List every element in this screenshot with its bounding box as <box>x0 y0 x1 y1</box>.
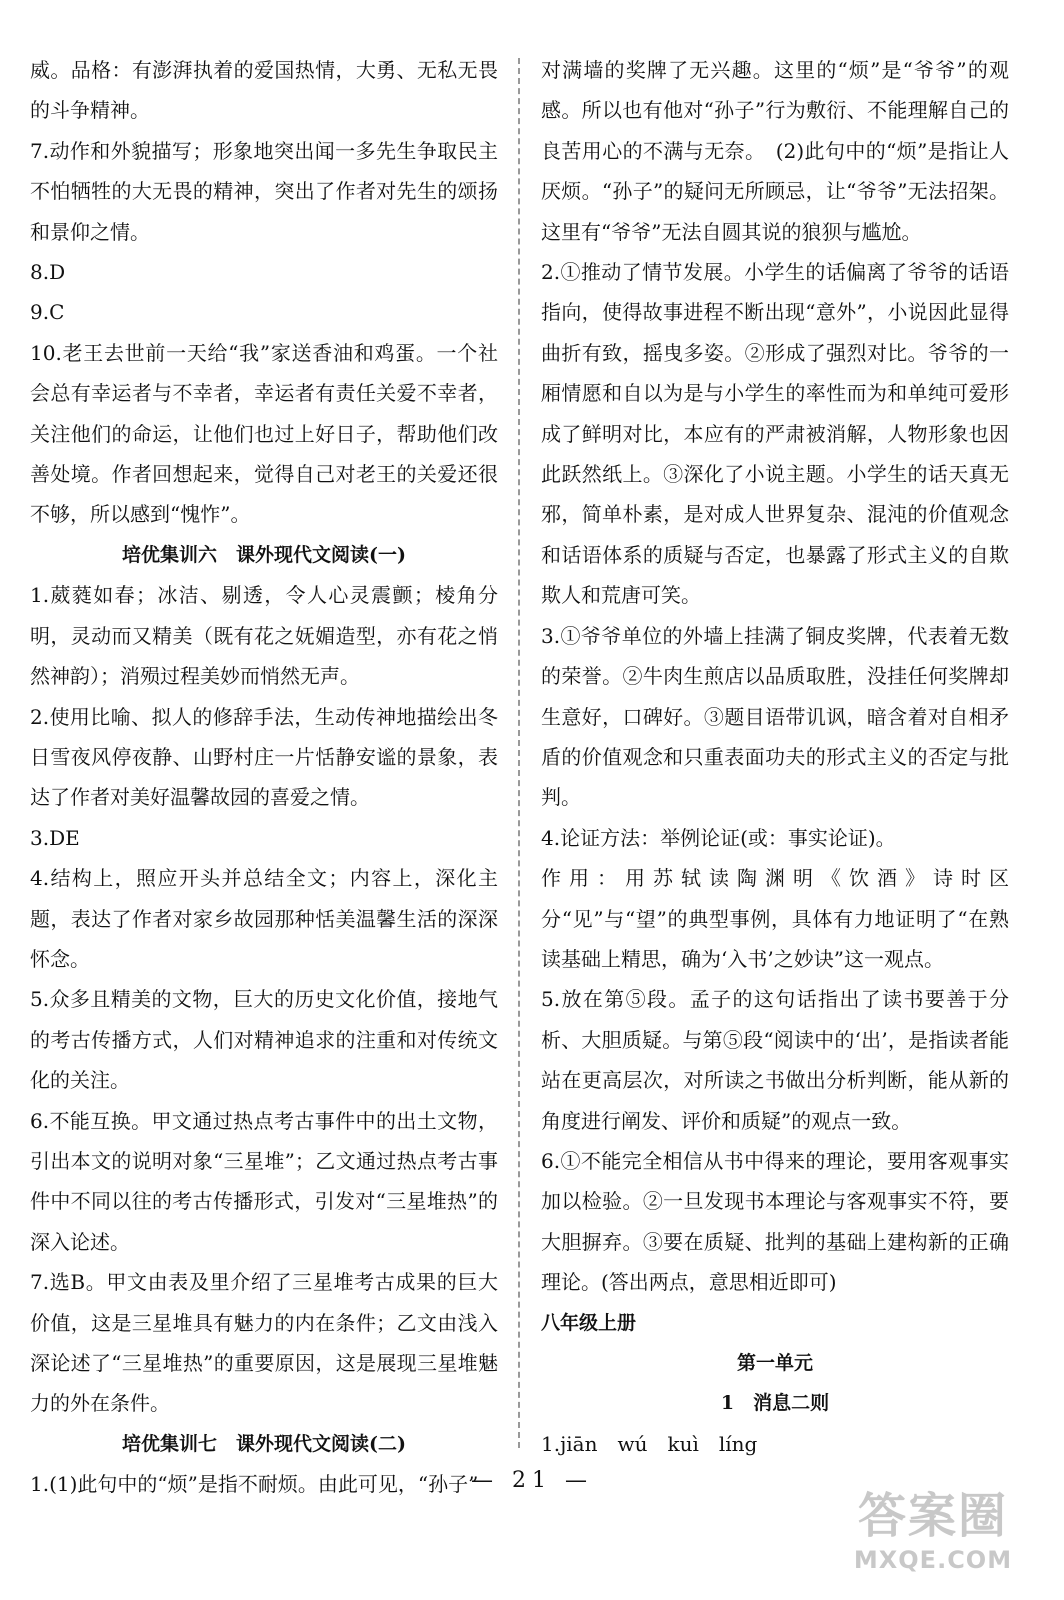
answer-paragraph: 9.C <box>30 300 65 325</box>
answer-paragraph: 10.老王去世前一天给“我”家送香油和鸡蛋。一个社会总有幸运者与不幸者，幸运者有责任关爱不幸者，关注他们的命运，让他们也过上好日子，帮助他们改善处境。作者回想起来，觉得自己对老王的关爱还很不够，所以感到“愧怍”。 <box>30 340 498 527</box>
watermark-logo <box>838 1486 1028 1578</box>
column-divider <box>518 58 520 1448</box>
left-column <box>30 50 498 1505</box>
answer-paragraph: 1.jiān wú kuì líng <box>541 1431 758 1456</box>
watermark-text: 答案圈 <box>857 1488 1008 1544</box>
answer-paragraph: 4.论证方法：举例论证(或：事实论证)。 <box>541 825 896 850</box>
lesson-heading: 1 消息二则 <box>720 1392 830 1415</box>
answer-paragraph: 6.①不能完全相信从书中得来的理论，要用客观事实加以检验。②一旦发现书本理论与客观事实不符，要大胆摒弃。③要在质疑、批判的基础上建构新的正确理论。(答出两点，意思相近即可) <box>541 1148 1009 1295</box>
answer-paragraph: 3.DE <box>30 825 80 850</box>
answer-paragraph: 1.葳蕤如春；冰洁、剔透，令人心灵震颤；棱角分明，灵动而又精美（既有花之妩媚造型，亦有花之悄然神韵）；消殒过程美妙而悄然无声。 <box>30 583 498 689</box>
answer-paragraph: 对满墙的奖牌了无兴趣。这里的“烦”是“爷爷”的观感。所以也有他对“孙子”行为敷衍、不能理解自己的良苦用心的不满与无奈。 (2)此句中的“烦”是指让人厌烦。“孙子”的疑问无所顾忌，让“爷爷”无法招架。这里有“爷爷”无法自圆其说的狼狈与尴尬。 <box>541 58 1009 244</box>
answer-paragraph: 威。品格：有澎湃执着的爱国热情，大勇、无私无畏的斗争精神。 <box>30 58 498 123</box>
answer-paragraph: 5.众多且精美的文物，巨大的历史文化价值，接地气的考古传播方式，人们对精神追求的注重和对传统文化的关注。 <box>30 987 498 1093</box>
right-column <box>541 50 1009 1464</box>
section-title: 培优集训六 课外现代文阅读(一) <box>122 543 406 566</box>
grade-heading: 八年级上册 <box>541 1311 637 1334</box>
answer-paragraph: 4.结构上，照应开头并总结全文；内容上，深化主题，表达了作者对家乡故园那种恬美温馨生活的深深怀念。 <box>30 866 498 971</box>
answer-paragraph: 7.动作和外貌描写；形象地突出闻一多先生争取民主不怕牺牲的大无畏的精神，突出了作者对先生的颂扬和景仰之情。 <box>30 138 498 244</box>
answer-paragraph: 5.放在第⑤段。孟子的这句话指出了读书要善于分析、大胆质疑。与第⑤段“阅读中的‘出’，是指读者能站在更高层次，对所读之书做出分析判断，能从新的角度进行阐发、评价和质疑”的观点一致。 <box>541 987 1009 1133</box>
answer-paragraph: 2.①推动了情节发展。小学生的话偏离了爷爷的话语指向，使得故事进程不断出现“意外”，小说因此显得曲折有致，摇曳多姿。②形成了强烈对比。爷爷的一厢情愿和自以为是与小学生的率性而为和单纯可爱形成了鲜明对比，本应有的严肃被消解，人物形象也因此跃然纸上。③深化了小说主题。小学生的话天真无邪，简单朴素，是对成人世界复杂、混沌的价值观念和话语体系的质疑与否定，也暴露了形式主义的自欺欺人和荒唐可笑。 <box>541 260 1009 608</box>
watermark-url: MXQE.COM <box>853 1546 1013 1574</box>
answer-paragraph: 8.D <box>30 260 66 285</box>
answer-paragraph: 3.①爷爷单位的外墙上挂满了铜皮奖牌，代表着无数的荣誉。②牛肉生煎店以品质取胜，没挂任何奖牌却生意好，口碑好。③题目语带讥讽，暗含着对自相矛盾的价值观念和只重表面功夫的形式主义的否定与批判。 <box>541 623 1009 810</box>
page-number: — 21 — <box>471 1468 593 1493</box>
answer-paragraph: 作用：用苏轼读陶渊明《饮酒》诗时区分“见”与“望”的典型事例，具体有力地证明了“在熟读基础上精思，确为‘入书’之妙诀”这一观点。 <box>541 866 1009 971</box>
unit-heading: 第一单元 <box>736 1352 813 1374</box>
answer-paragraph: 6.不能互换。甲文通过热点考古事件中的出土文物，引出本文的说明对象“三星堆”；乙文通过热点考古事件中不同以往的考古传播形式，引发对“三星堆热”的深入论述。 <box>30 1108 498 1254</box>
answer-paragraph: 1.(1)此句中的“烦”是指不耐烦。由此可见，“孙子” <box>30 1472 479 1497</box>
answer-paragraph: 2.使用比喻、拟人的修辞手法，生动传神地描绘出冬日雪夜风停夜静、山野村庄一片恬静安谧的景象，表达了作者对美好温馨故园的喜爱之情。 <box>30 704 498 810</box>
section-title: 培优集训七 课外现代文阅读(二) <box>122 1432 406 1455</box>
answer-paragraph: 7.选B。甲文由表及里介绍了三星堆考古成果的巨大价值，这是三星堆具有魅力的内在条件；乙文由浅入深论述了“三星堆热”的重要原因，这是展现三星堆魅力的外在条件。 <box>30 1270 498 1416</box>
